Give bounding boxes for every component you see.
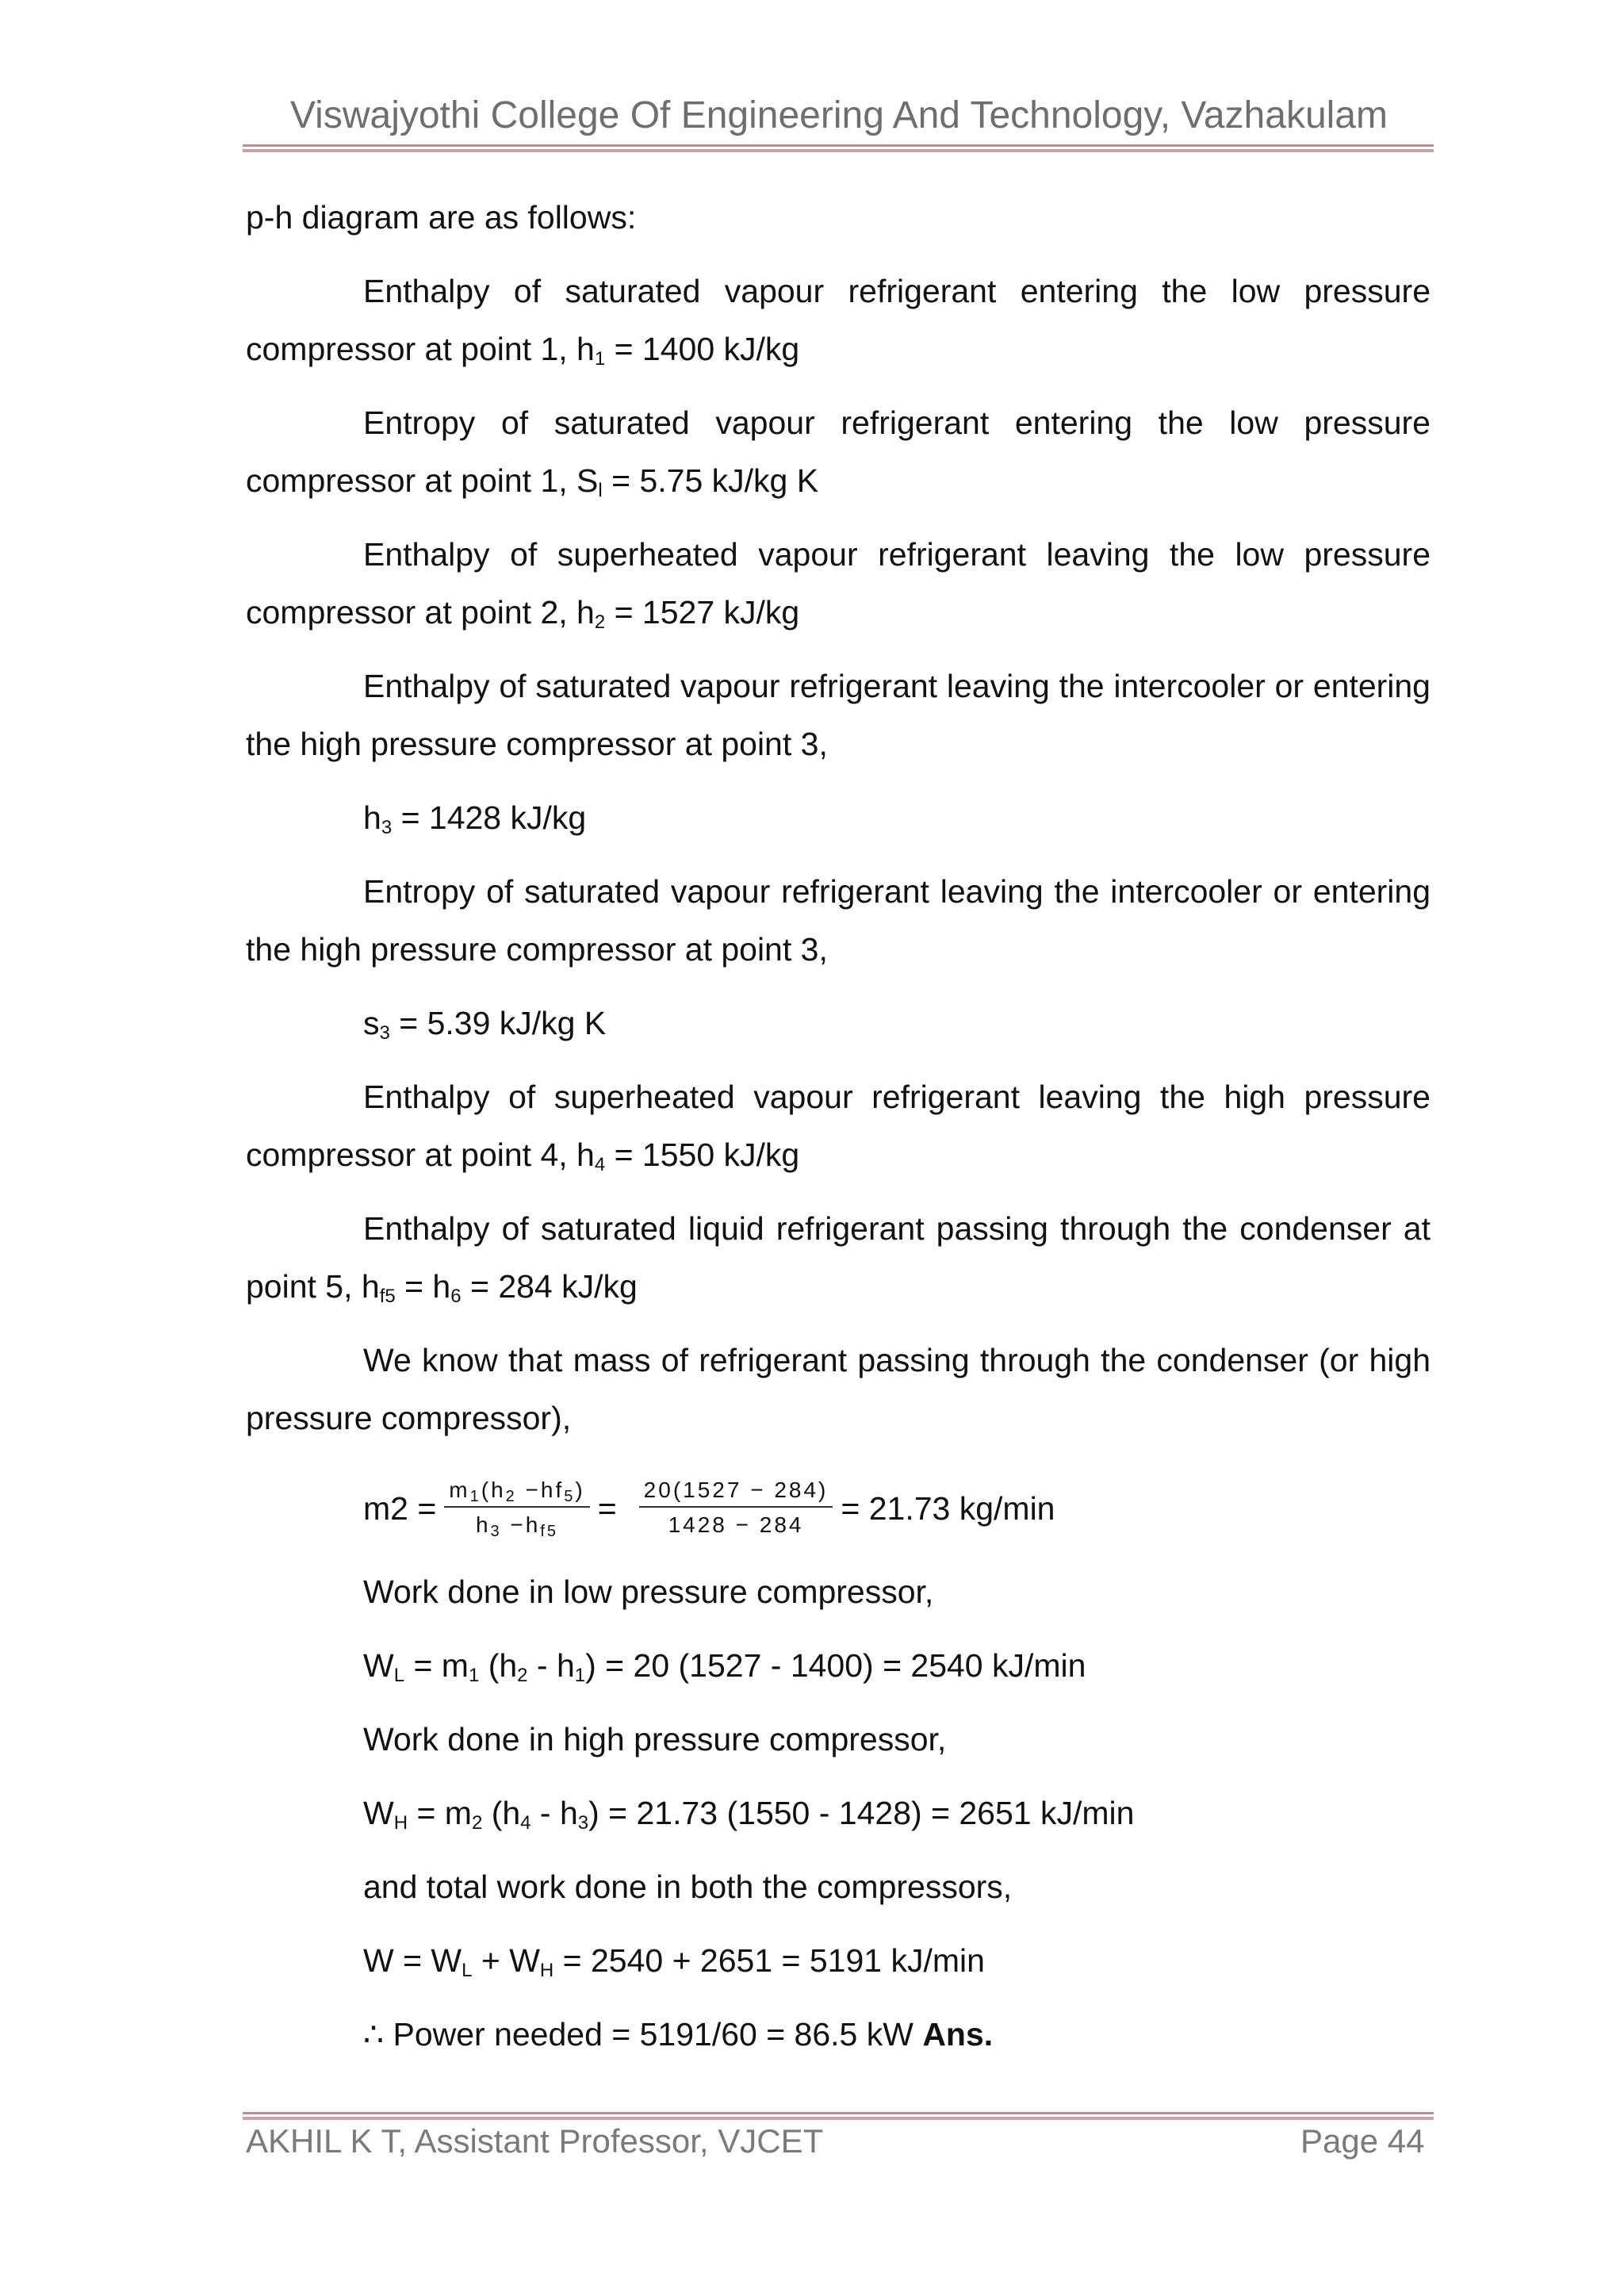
footer-page-number: Page 44	[1300, 2122, 1425, 2160]
paragraph-mass: We know that mass of refrigerant passing through the condenser (or high pressure compressor),	[246, 1342, 1431, 1436]
paragraph-h1: Enthalpy of saturated vapour refrigerant entering the low pressure compressor at point 1, $h_1 = 1400$ kJ/kg	[246, 273, 1431, 370]
mass-equation: m2 = $\frac{m_1(h_2 -hf_5)}{h_3 -h_{f5}}$ = $\frac{20(1527 - 284)}{1428 - 284}$ = 21.73 kg/min	[246, 1463, 1431, 1554]
work-lp-label: Work done in low pressure compressor,	[363, 1573, 934, 1610]
header-rule	[243, 144, 1434, 152]
paragraph-h4: Enthalpy of superheated vapour refrigerant leaving the high pressure compressor at point 4, $h_4 = 1550$ kJ/kg	[246, 1079, 1431, 1175]
work-lp-equation: $W_L = m_1$ $(h_2 - h_1) = 20$ (1527 - 1400) = 2540 kJ/min	[363, 1647, 1086, 1686]
total-work-label: and total work done in both the compressors,	[363, 1869, 1013, 1905]
page-header: Viswajyothi College Of Engineering And Technology, Vazhakulam	[290, 94, 1388, 136]
work-hp-label: Work done in high pressure compressor,	[363, 1721, 947, 1757]
paragraph-h2: Enthalpy of superheated vapour refrigerant leaving the low pressure compressor at point 2, $h_2 = 1527$ kJ/kg	[246, 536, 1431, 633]
footer-author: AKHIL K T, Assistant Professor, VJCET	[246, 2122, 824, 2160]
power-result: ∴ Power needed = 5191/60 = 86.5 kW Ans.	[363, 2016, 994, 2053]
value-s3: $s_3 = 5.39$ kJ/kg K	[363, 1005, 607, 1044]
footer-rule	[243, 2112, 1434, 2120]
paragraph-h3-desc: Enthalpy of saturated vapour refrigerant leaving the intercooler or entering the high pressure compressor at point 3,	[246, 668, 1431, 762]
paragraph-s1: Entropy of saturated vapour refrigerant entering the low pressure compressor at point 1, $S_l = 5.75$ kJ/kg K	[246, 404, 1431, 501]
fraction-symbolic: $\frac{m_1(h_2 -hf_5)}{h_3 -h_{f5}}$	[444, 1474, 589, 1543]
page-body	[246, 189, 1431, 2079]
work-hp-equation: $W_H = m_2$ $(h_4 - h_3) = 21.73$ (1550 - 1428) = 2651 kJ/min	[363, 1795, 1135, 1834]
fraction-numeric: $\frac{20(1527 - 284)}{1428 - 284}$	[639, 1474, 833, 1543]
intro-line: p-h diagram are as follows:	[246, 199, 637, 236]
paragraph-s3-desc: Entropy of saturated vapour refrigerant leaving the intercooler or entering the high pressure compressor at point 3,	[246, 873, 1431, 968]
total-work-equation: $W = W_L + W_H = 2540 + 2651 = 5191$ kJ/min	[363, 1942, 985, 1981]
value-h3: $h_3 = 1428$ kJ/kg	[363, 799, 587, 838]
answer-label: Ans.	[922, 2016, 994, 2053]
paragraph-hf5: Enthalpy of saturated liquid refrigerant passing through the condenser at point 5, $h_{f5} = h_6 = 284$ kJ/kg	[246, 1210, 1431, 1307]
